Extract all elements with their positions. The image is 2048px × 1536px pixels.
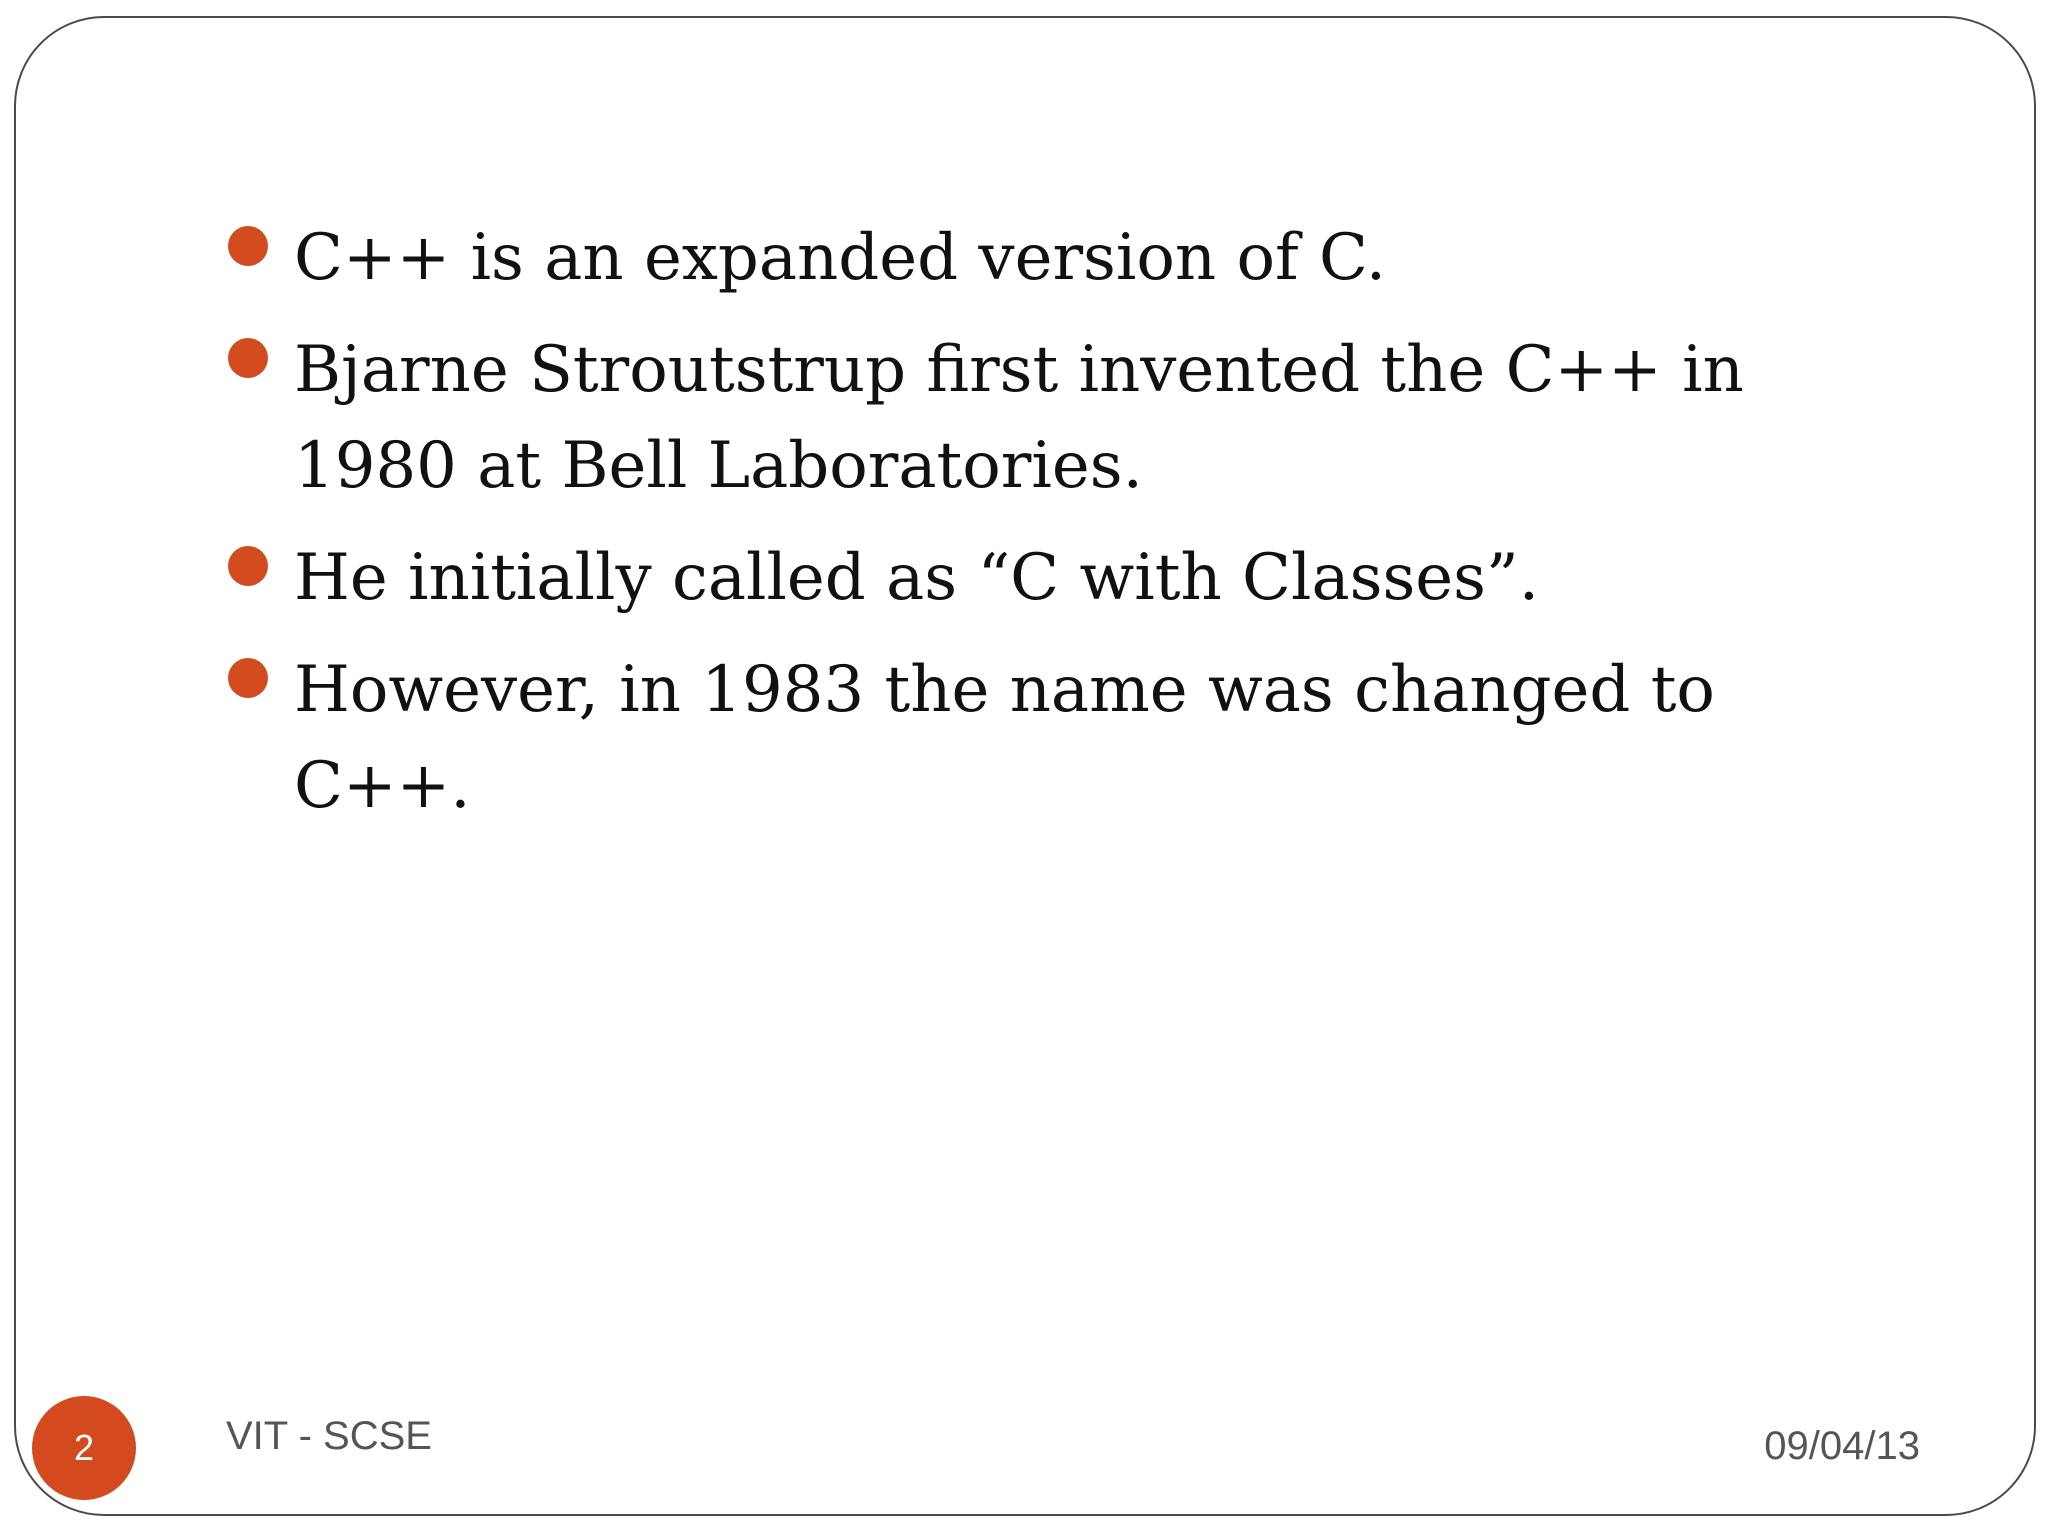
footer-label: VIT - SCSE — [226, 1414, 432, 1458]
bullet-text: However, in 1983 the name was changed to C++. — [294, 653, 1715, 823]
bullet-item-3 — [228, 530, 1868, 626]
bullet-item-2 — [228, 322, 1868, 514]
bullet-item-1 — [228, 210, 1868, 306]
footer-date: 09/04/13 — [1764, 1424, 1920, 1468]
bullet-list — [228, 210, 1868, 850]
bullet-text: He initially called as “C with Classes”. — [294, 541, 1540, 615]
circle-bullet-icon — [228, 658, 268, 698]
circle-bullet-icon — [228, 226, 268, 266]
circle-bullet-icon — [228, 338, 268, 378]
bullet-text: Bjarne Stroutstrup first invented the C++ in 1980 at Bell Laboratories. — [294, 333, 1744, 503]
circle-bullet-icon — [228, 546, 268, 586]
bullet-item-4 — [228, 642, 1868, 834]
page-number-badge: 2 — [32, 1396, 136, 1500]
bullet-text: C++ is an expanded version of C. — [294, 221, 1387, 295]
